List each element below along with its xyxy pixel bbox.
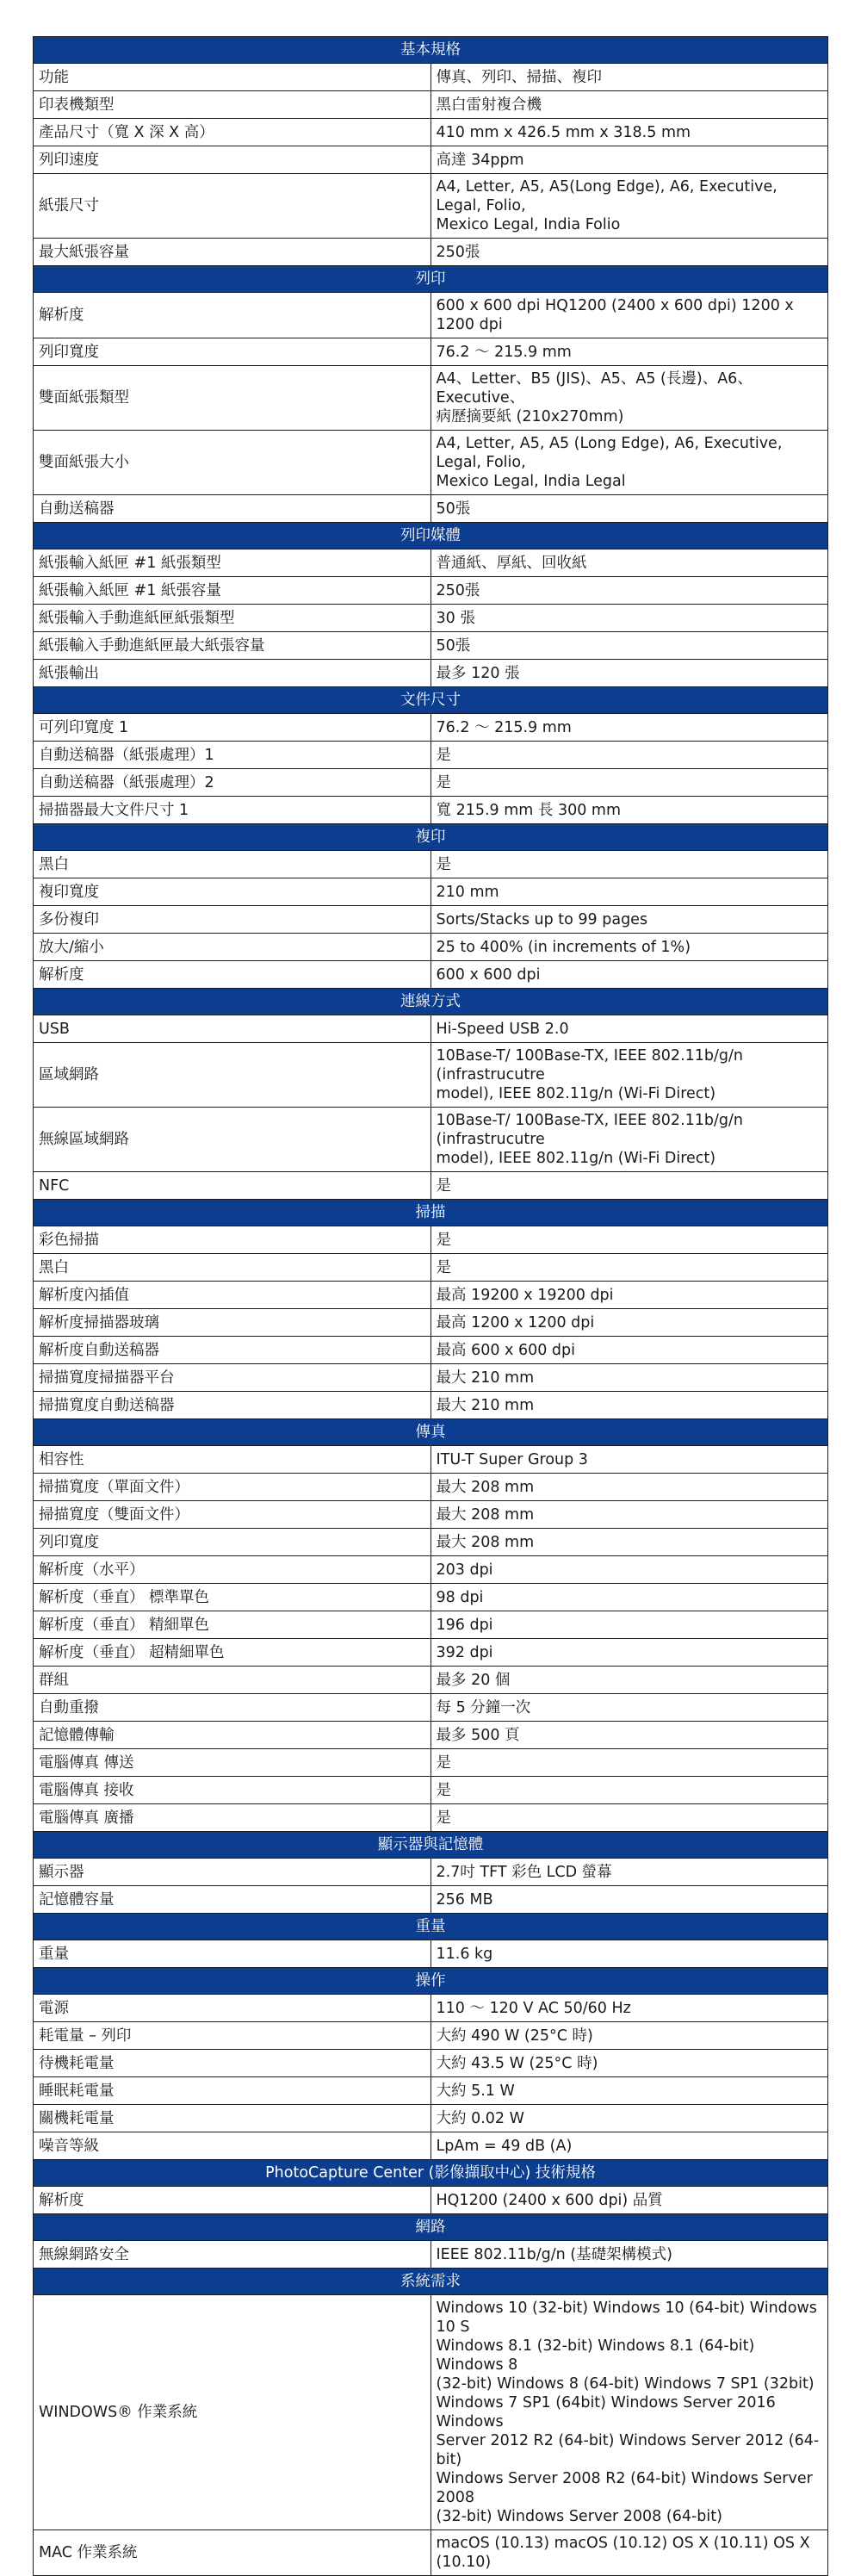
spec-row <box>34 146 828 174</box>
spec-label: 掃描寬度（單面文件） <box>34 1474 431 1501</box>
section-header-row <box>34 1968 828 1995</box>
spec-value: 600 x 600 dpi <box>430 961 828 989</box>
spec-row <box>34 2132 828 2160</box>
spec-row <box>34 632 828 660</box>
spec-value: 是 <box>430 1254 828 1282</box>
spec-label: 黑白 <box>34 851 431 878</box>
spec-value: 30 張 <box>430 605 828 632</box>
spec-row <box>34 1777 828 1804</box>
spec-value: 是 <box>430 1226 828 1254</box>
spec-label: 記憶體容量 <box>34 1886 431 1914</box>
spec-label: 關機耗電量 <box>34 2105 431 2132</box>
spec-row <box>34 1309 828 1337</box>
spec-value: 大約 43.5 W (25°C 時) <box>430 2050 828 2077</box>
spec-value: 110 ～ 120 V AC 50/60 Hz <box>430 1995 828 2022</box>
spec-label: 無線網路安全 <box>34 2241 431 2269</box>
spec-row <box>34 742 828 769</box>
spec-label: 解析度（垂直） 超精細單色 <box>34 1639 431 1667</box>
spec-value: 11.6 kg <box>430 1940 828 1968</box>
spec-value: 是 <box>430 851 828 878</box>
section-title: 重量 <box>34 1914 828 1940</box>
spec-label: 電腦傳真 傳送 <box>34 1749 431 1777</box>
spec-row <box>34 660 828 687</box>
section-header-row <box>34 1419 828 1446</box>
spec-value: 最多 500 頁 <box>430 1722 828 1749</box>
spec-label: 列印速度 <box>34 146 431 174</box>
spec-label: 彩色掃描 <box>34 1226 431 1254</box>
spec-row <box>34 431 828 495</box>
section-title: 顯示器與記憶體 <box>34 1832 828 1859</box>
spec-value: 250張 <box>430 577 828 605</box>
spec-label: 群組 <box>34 1667 431 1694</box>
spec-row <box>34 714 828 742</box>
spec-label: 雙面紙張大小 <box>34 431 431 495</box>
section-header-row <box>34 824 828 851</box>
spec-value: 50張 <box>430 632 828 660</box>
section-title: 系統需求 <box>34 2269 828 2295</box>
spec-label: 紙張輸入手動進紙匣最大紙張容量 <box>34 632 431 660</box>
spec-value: 50張 <box>430 495 828 523</box>
spec-row <box>34 338 828 366</box>
section-header-row <box>34 989 828 1015</box>
spec-label: 紙張輸入紙匣 #1 紙張類型 <box>34 549 431 577</box>
spec-value: 最大 208 mm <box>430 1529 828 1556</box>
spec-value: macOS (10.13) macOS (10.12) OS X (10.11) OS X (10.10) <box>430 2530 828 2576</box>
spec-value: 是 <box>430 769 828 797</box>
spec-row <box>34 1667 828 1694</box>
section-title: 文件尺寸 <box>34 687 828 714</box>
spec-row <box>34 1722 828 1749</box>
spec-label: 印表機類型 <box>34 91 431 119</box>
section-title: 操作 <box>34 1968 828 1995</box>
spec-row <box>34 797 828 824</box>
spec-label: 紙張輸出 <box>34 660 431 687</box>
spec-label: 解析度自動送稿器 <box>34 1337 431 1364</box>
section-title: PhotoCapture Center (影像擷取中心) 技術規格 <box>34 2160 828 2187</box>
spec-label: 掃描寬度（雙面文件） <box>34 1501 431 1529</box>
spec-value: 最大 210 mm <box>430 1364 828 1392</box>
spec-label: 列印寬度 <box>34 1529 431 1556</box>
spec-value: 最高 1200 x 1200 dpi <box>430 1309 828 1337</box>
spec-label: 掃描寬度自動送稿器 <box>34 1392 431 1419</box>
spec-value: A4、Letter、B5 (JIS)、A5、A5 (長邊)、A6、Executive、 病歷摘要紙 (210x270mm) <box>430 366 828 431</box>
spec-value: 每 5 分鐘一次 <box>430 1694 828 1722</box>
spec-value: 410 mm x 426.5 mm x 318.5 mm <box>430 119 828 146</box>
spec-value: 大約 5.1 W <box>430 2077 828 2105</box>
spec-row <box>34 1226 828 1254</box>
spec-value: 是 <box>430 1749 828 1777</box>
spec-label: 自動送稿器（紙張處理）2 <box>34 769 431 797</box>
spec-value: 高達 34ppm <box>430 146 828 174</box>
spec-value: 最多 20 個 <box>430 1667 828 1694</box>
spec-value: 210 mm <box>430 878 828 906</box>
spec-row <box>34 1364 828 1392</box>
spec-value: 最大 208 mm <box>430 1474 828 1501</box>
spec-value: 25 to 400% (in increments of 1%) <box>430 934 828 961</box>
spec-row <box>34 961 828 989</box>
spec-row <box>34 64 828 91</box>
spec-value: 最高 19200 x 19200 dpi <box>430 1282 828 1309</box>
spec-row <box>34 1108 828 1172</box>
spec-row <box>34 1392 828 1419</box>
section-title: 列印 <box>34 266 828 293</box>
spec-label: 相容性 <box>34 1446 431 1474</box>
spec-value: 最大 210 mm <box>430 1392 828 1419</box>
spec-row <box>34 1282 828 1309</box>
spec-label: MAC 作業系統 <box>34 2530 431 2576</box>
spec-value: 最大 208 mm <box>430 1501 828 1529</box>
spec-value: 寬 215.9 mm 長 300 mm <box>430 797 828 824</box>
spec-value: 最多 120 張 <box>430 660 828 687</box>
spec-value: 196 dpi <box>430 1611 828 1639</box>
spec-row <box>34 2105 828 2132</box>
spec-row <box>34 1995 828 2022</box>
spec-label: 電源 <box>34 1995 431 2022</box>
spec-value: 98 dpi <box>430 1584 828 1611</box>
spec-label: 重量 <box>34 1940 431 1968</box>
section-header-row <box>34 2214 828 2241</box>
spec-value: 256 MB <box>430 1886 828 1914</box>
spec-row <box>34 1886 828 1914</box>
spec-row <box>34 1529 828 1556</box>
spec-label: 黑白 <box>34 1254 431 1282</box>
spec-row <box>34 293 828 338</box>
spec-label: 解析度掃描器玻璃 <box>34 1309 431 1337</box>
spec-sheet <box>33 36 828 2576</box>
spec-row <box>34 119 828 146</box>
spec-label: 電腦傳真 廣播 <box>34 1804 431 1832</box>
spec-value: 是 <box>430 1804 828 1832</box>
spec-label: 電腦傳真 接收 <box>34 1777 431 1804</box>
spec-row <box>34 1749 828 1777</box>
spec-label: NFC <box>34 1172 431 1200</box>
section-title: 傳真 <box>34 1419 828 1446</box>
spec-value: 600 x 600 dpi HQ1200 (2400 x 600 dpi) 1200 x 1200 dpi <box>430 293 828 338</box>
spec-label: 解析度（垂直） 精細單色 <box>34 1611 431 1639</box>
section-header-row <box>34 1832 828 1859</box>
spec-row <box>34 1446 828 1474</box>
spec-row <box>34 1859 828 1886</box>
spec-row <box>34 2050 828 2077</box>
spec-row <box>34 851 828 878</box>
spec-label: 解析度 <box>34 2187 431 2214</box>
spec-label: 多份複印 <box>34 906 431 934</box>
spec-row <box>34 769 828 797</box>
spec-label: 自動送稿器（紙張處理）1 <box>34 742 431 769</box>
spec-value: 最高 600 x 600 dpi <box>430 1337 828 1364</box>
spec-label: 噪音等級 <box>34 2132 431 2160</box>
spec-value: LpAm = 49 dB (A) <box>430 2132 828 2160</box>
section-header-row <box>34 266 828 293</box>
spec-table <box>33 36 828 2576</box>
section-title: 列印媒體 <box>34 523 828 549</box>
spec-row <box>34 1611 828 1639</box>
spec-value: 普通紙、厚紙、回收紙 <box>430 549 828 577</box>
spec-label: 功能 <box>34 64 431 91</box>
spec-value: 10Base-T/ 100Base-TX, IEEE 802.11b/g/n (infrastrucutre model), IEEE 802.11g/n (Wi-Fi Direct) <box>430 1043 828 1108</box>
spec-label: 解析度（水平） <box>34 1556 431 1584</box>
spec-label: 記憶體傳輸 <box>34 1722 431 1749</box>
spec-label: 解析度 <box>34 293 431 338</box>
spec-row <box>34 1940 828 1968</box>
spec-row <box>34 2077 828 2105</box>
spec-label: 解析度內插值 <box>34 1282 431 1309</box>
section-header-row <box>34 37 828 64</box>
spec-label: 掃描寬度掃描器平台 <box>34 1364 431 1392</box>
spec-row <box>34 1337 828 1364</box>
section-header-row <box>34 523 828 549</box>
spec-label: 紙張尺寸 <box>34 174 431 239</box>
spec-row <box>34 1584 828 1611</box>
spec-row <box>34 1172 828 1200</box>
spec-value: HQ1200 (2400 x 600 dpi) 品質 <box>430 2187 828 2214</box>
section-header-row <box>34 687 828 714</box>
spec-label: 自動送稿器 <box>34 495 431 523</box>
spec-value: Sorts/Stacks up to 99 pages <box>430 906 828 934</box>
section-title: 網路 <box>34 2214 828 2241</box>
spec-value: IEEE 802.11b/g/n (基礎架構模式) <box>430 2241 828 2269</box>
spec-row <box>34 878 828 906</box>
spec-row <box>34 906 828 934</box>
spec-row <box>34 934 828 961</box>
spec-value: 250張 <box>430 239 828 266</box>
spec-label: 無線區域網路 <box>34 1108 431 1172</box>
section-header-row <box>34 1200 828 1226</box>
spec-value: 黑白雷射複合機 <box>430 91 828 119</box>
spec-label: 產品尺寸（寬 X 深 X 高） <box>34 119 431 146</box>
spec-row <box>34 2241 828 2269</box>
spec-value: 203 dpi <box>430 1556 828 1584</box>
spec-label: 解析度（垂直） 標準單色 <box>34 1584 431 1611</box>
spec-value: 大約 0.02 W <box>430 2105 828 2132</box>
section-header-row <box>34 1914 828 1940</box>
spec-row <box>34 91 828 119</box>
spec-value: Windows 10 (32-bit) Windows 10 (64-bit) Windows 10 S Windows 8.1 (32-bit) Windows 8.1 (64-bit) Windows 8 (32-bit) Windows 8 (64-bit) Windows 7 SP1 (32bit) Windows 7 SP1 (64bit) Windows Server 2016 Windows Server 2012 R2 (64-bit) Windows Server 2012 (64-bit) Windows Server 2008 R2 (64-bit) Windows Server 2008 (32-bit) Windows Server 2008 (64-bit) <box>430 2295 828 2530</box>
spec-row <box>34 605 828 632</box>
spec-label: 耗電量 – 列印 <box>34 2022 431 2050</box>
spec-value: Hi-Speed USB 2.0 <box>430 1015 828 1043</box>
spec-value: 392 dpi <box>430 1639 828 1667</box>
spec-label: 可列印寬度 1 <box>34 714 431 742</box>
spec-row <box>34 2530 828 2576</box>
spec-value: 是 <box>430 1777 828 1804</box>
spec-row <box>34 174 828 239</box>
spec-row <box>34 1694 828 1722</box>
spec-value: 是 <box>430 1172 828 1200</box>
section-title: 連線方式 <box>34 989 828 1015</box>
spec-row <box>34 1043 828 1108</box>
section-title: 基本規格 <box>34 37 828 64</box>
spec-row <box>34 577 828 605</box>
spec-value: 76.2 ～ 215.9 mm <box>430 338 828 366</box>
spec-row <box>34 1015 828 1043</box>
spec-label: 顯示器 <box>34 1859 431 1886</box>
section-title: 掃描 <box>34 1200 828 1226</box>
spec-label: USB <box>34 1015 431 1043</box>
section-header-row <box>34 2160 828 2187</box>
spec-label: 紙張輸入手動進紙匣紙張類型 <box>34 605 431 632</box>
spec-row <box>34 495 828 523</box>
spec-row <box>34 549 828 577</box>
spec-label: WINDOWS® 作業系統 <box>34 2295 431 2530</box>
spec-label: 複印寬度 <box>34 878 431 906</box>
spec-row <box>34 1804 828 1832</box>
spec-label: 自動重撥 <box>34 1694 431 1722</box>
spec-row <box>34 2295 828 2530</box>
spec-row <box>34 1254 828 1282</box>
spec-label: 最大紙張容量 <box>34 239 431 266</box>
spec-row <box>34 239 828 266</box>
spec-row <box>34 1556 828 1584</box>
section-title: 複印 <box>34 824 828 851</box>
spec-label: 紙張輸入紙匣 #1 紙張容量 <box>34 577 431 605</box>
spec-table-body <box>34 37 828 2576</box>
spec-value: A4, Letter, A5, A5 (Long Edge), A6, Executive, Legal, Folio, Mexico Legal, India Legal <box>430 431 828 495</box>
spec-row <box>34 2022 828 2050</box>
spec-value: 76.2 ～ 215.9 mm <box>430 714 828 742</box>
spec-label: 掃描器最大文件尺寸 1 <box>34 797 431 824</box>
spec-value: 傳真、列印、掃描、複印 <box>430 64 828 91</box>
spec-row <box>34 1501 828 1529</box>
spec-label: 雙面紙張類型 <box>34 366 431 431</box>
spec-row <box>34 2187 828 2214</box>
spec-value: 大約 490 W (25°C 時) <box>430 2022 828 2050</box>
spec-value: 是 <box>430 742 828 769</box>
spec-label: 列印寬度 <box>34 338 431 366</box>
spec-row <box>34 1639 828 1667</box>
spec-label: 待機耗電量 <box>34 2050 431 2077</box>
spec-label: 放大/縮小 <box>34 934 431 961</box>
spec-value: 2.7吋 TFT 彩色 LCD 螢幕 <box>430 1859 828 1886</box>
spec-label: 睡眠耗電量 <box>34 2077 431 2105</box>
spec-row <box>34 1474 828 1501</box>
spec-label: 區域網路 <box>34 1043 431 1108</box>
spec-value: ITU-T Super Group 3 <box>430 1446 828 1474</box>
spec-row <box>34 366 828 431</box>
section-header-row <box>34 2269 828 2295</box>
spec-value: 10Base-T/ 100Base-TX, IEEE 802.11b/g/n (infrastrucutre model), IEEE 802.11g/n (Wi-Fi Direct) <box>430 1108 828 1172</box>
spec-value: A4, Letter, A5, A5(Long Edge), A6, Executive, Legal, Folio, Mexico Legal, India Folio <box>430 174 828 239</box>
spec-label: 解析度 <box>34 961 431 989</box>
